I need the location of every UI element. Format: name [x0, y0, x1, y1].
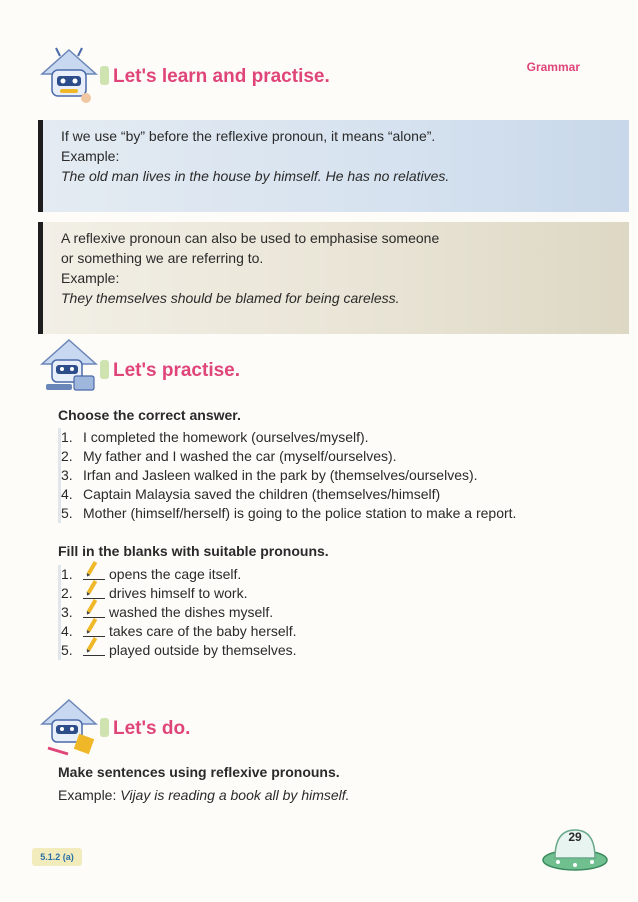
list-item: 1. opens the cage itself. — [61, 565, 297, 584]
answer-blank[interactable] — [83, 565, 105, 580]
example-sentence: The old man lives in the house by himself. He has no relatives. — [61, 168, 450, 184]
list-item: 2. My father and I washed the car (myself/ourselves). — [61, 448, 397, 464]
section-title-learn: Let's learn and practise. — [100, 66, 330, 88]
info-text: If we use “by” before the reflexive pronoun, it means “alone”. — [61, 128, 436, 144]
info-text-line-2: or something we are referring to. — [61, 250, 264, 266]
list-item: 3. washed the dishes myself. — [61, 603, 297, 622]
info-box-emphasis — [38, 222, 629, 334]
list-item: 5. Mother (himself/herself) is going to the police station to make a report. — [61, 505, 517, 521]
info-box-by-alone — [38, 120, 629, 212]
answer-blank[interactable] — [83, 622, 105, 637]
info-text-line-1: A reflexive pronoun can also be used to emphasise someone — [61, 230, 440, 246]
title-marker — [100, 66, 109, 85]
list-item: 4. Captain Malaysia saved the children (themselves/himself) — [61, 486, 441, 502]
list-item: 5. played outside by themselves. — [61, 641, 297, 660]
example-sentence: They themselves should be blamed for being careless. — [61, 290, 400, 306]
choose-answer-list — [58, 428, 516, 523]
example-label: Example: — [61, 148, 120, 164]
category-label: Grammar — [526, 60, 580, 74]
instruction-choose: Choose the correct answer. — [58, 407, 241, 423]
title-marker — [100, 718, 109, 737]
instruction-fill: Fill in the blanks with suitable pronouns. — [58, 543, 329, 559]
answer-blank[interactable] — [83, 584, 105, 599]
learning-standard-badge: 5.1.2 (a) — [32, 848, 82, 866]
robot-mascot-computer-icon — [38, 336, 100, 398]
list-item: 2. drives himself to work. — [61, 584, 297, 603]
list-item: 4. takes care of the baby herself. — [61, 622, 297, 641]
instruction-make-sentences: Make sentences using reflexive pronouns. — [58, 764, 340, 780]
answer-blank[interactable] — [83, 603, 105, 618]
answer-blank[interactable] — [83, 641, 105, 656]
pencil-icon — [87, 561, 97, 575]
example-label: Example: — [61, 270, 120, 286]
page-number: 29 — [568, 830, 582, 844]
fill-blanks-list — [58, 565, 297, 660]
title-marker — [100, 360, 109, 379]
section-title-do: Let's do. — [100, 718, 190, 740]
list-item: 1. I completed the homework (ourselves/myself). — [61, 429, 369, 445]
section-title-practise: Let's practise. — [100, 360, 240, 382]
robot-mascot-writing-icon — [38, 696, 100, 758]
list-item: 3. Irfan and Jasleen walked in the park by (themselves/ourselves). — [61, 467, 478, 483]
robot-mascot-icon — [38, 46, 100, 108]
do-example: Example: Vijay is reading a book all by himself. — [58, 787, 350, 803]
ufo-page-number-icon — [540, 820, 610, 880]
